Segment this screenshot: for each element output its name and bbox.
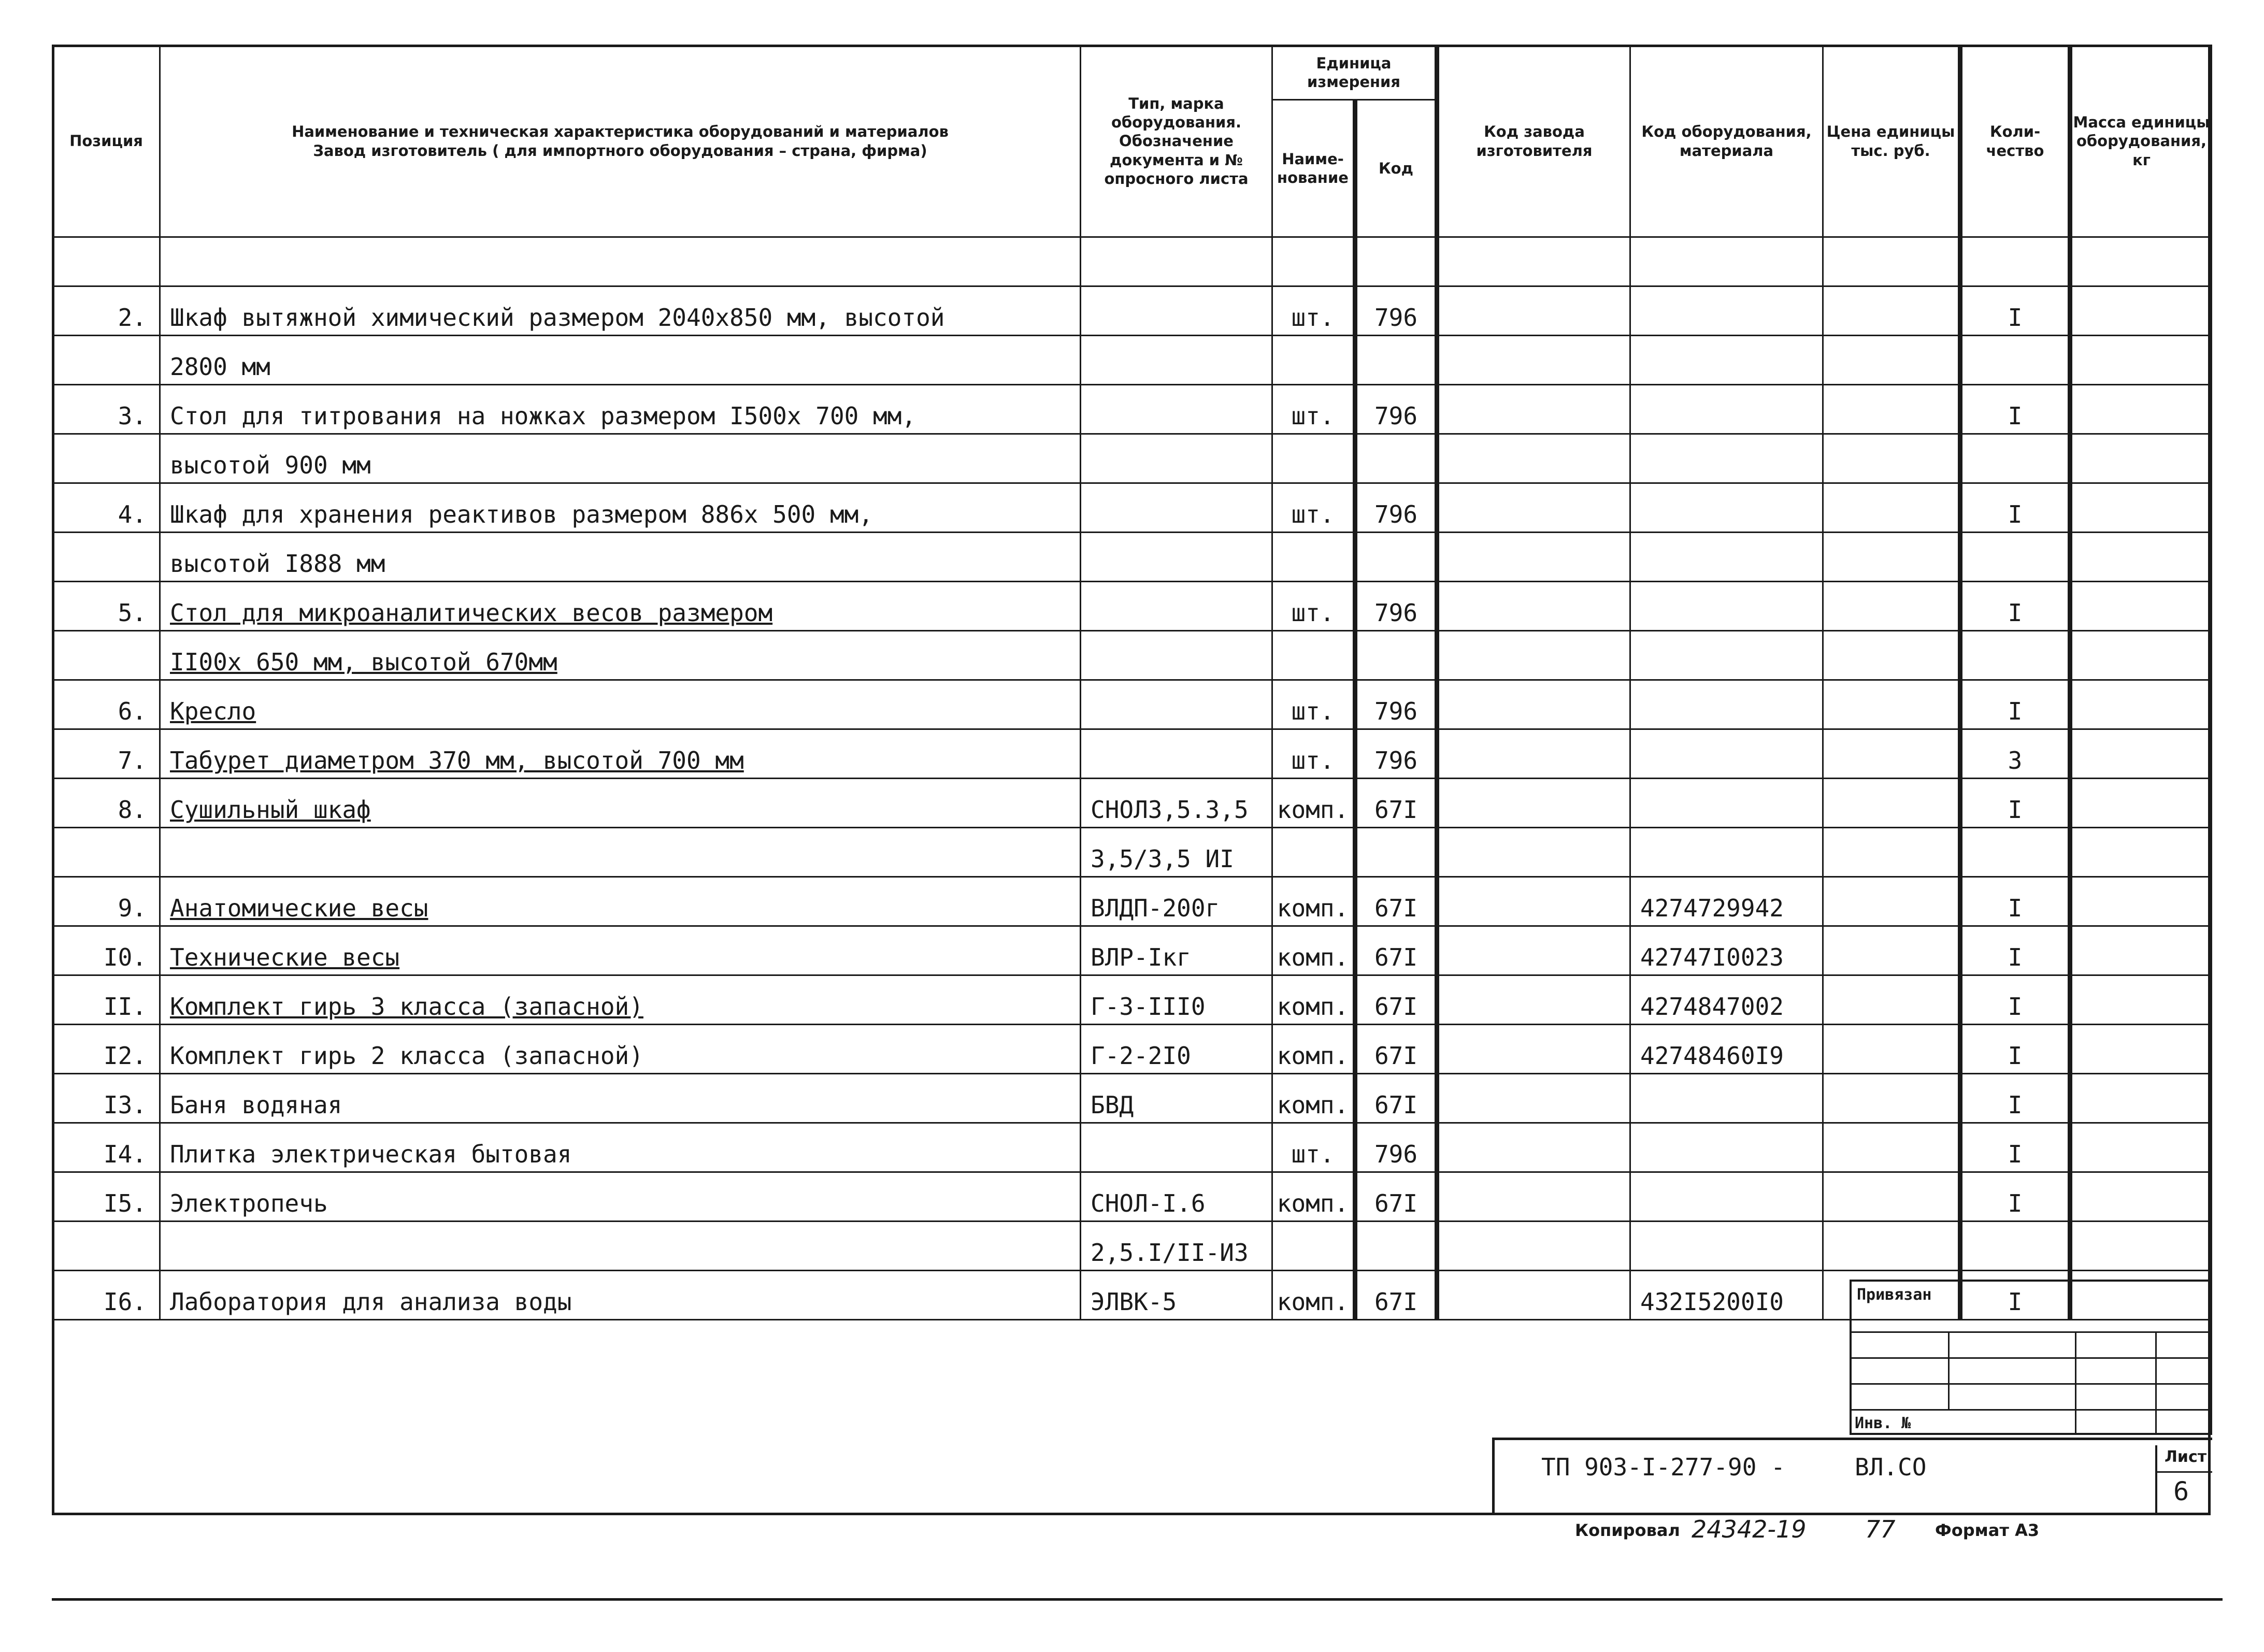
- row-code: 67I: [1355, 1074, 1437, 1123]
- table-row: [53, 828, 2212, 877]
- row-eqcode: [1630, 286, 1823, 336]
- row-name: Баня водяная: [160, 1074, 1081, 1123]
- row-eqcode: 42748460I9: [1630, 1025, 1823, 1074]
- stamp-divider: [2075, 1331, 2076, 1435]
- header-quantity: Коли-чество: [1960, 46, 2070, 237]
- row-type: [1081, 533, 1272, 582]
- row-type: Г-3-III0: [1081, 975, 1272, 1025]
- row-code: 796: [1355, 483, 1437, 533]
- row-eqcode: [1630, 336, 1823, 385]
- row-unit: шт.: [1272, 1123, 1355, 1172]
- row-code: [1355, 631, 1437, 680]
- row-code: 67I: [1355, 779, 1437, 828]
- row-type: [1081, 1123, 1272, 1172]
- row-name: Комплект гирь 3 класса (запасной): [160, 975, 1081, 1025]
- copy-number: 24342-19: [1692, 1515, 1807, 1543]
- header-name-line2: Завод изготовитель ( для импортного оборудования – страна, фирма): [313, 141, 927, 160]
- table-row: [53, 1172, 2212, 1222]
- row-qty: [1960, 533, 2070, 582]
- row-pos: [53, 1222, 160, 1271]
- row-type: [1081, 631, 1272, 680]
- row-unit: шт.: [1272, 286, 1355, 336]
- row-unit: шт.: [1272, 582, 1355, 631]
- row-code: 796: [1355, 286, 1437, 336]
- row-qty: I: [1960, 926, 2070, 975]
- copied-label: Копировал: [1575, 1520, 1680, 1540]
- row-code: [1355, 828, 1437, 877]
- row-pos: I5.: [53, 1172, 160, 1222]
- stamp-divider: [1850, 1331, 2212, 1333]
- row-name: Лаборатория для анализа воды: [160, 1271, 1081, 1320]
- row-eqcode: [1630, 582, 1823, 631]
- stamp-divider: [2155, 1331, 2157, 1435]
- row-qty: I: [1960, 286, 2070, 336]
- row-eqcode: 4274729942: [1630, 877, 1823, 926]
- row-name: Кресло: [160, 680, 1081, 729]
- row-code: 796: [1355, 680, 1437, 729]
- table-row: [53, 286, 2212, 336]
- row-code: [1355, 336, 1437, 385]
- row-eqcode: 4274847002: [1630, 975, 1823, 1025]
- row-qty: 3: [1960, 729, 2070, 779]
- table-row: [53, 385, 2212, 434]
- row-eqcode: [1630, 631, 1823, 680]
- table-row: [53, 483, 2212, 533]
- table-row: [53, 680, 2212, 729]
- stamp-divider: [1850, 1409, 2212, 1411]
- bottom-rule: [52, 1598, 2223, 1601]
- table-row: [53, 631, 2212, 680]
- row-eqcode: [1630, 680, 1823, 729]
- row-code: 67I: [1355, 1271, 1437, 1320]
- row-eqcode: [1630, 729, 1823, 779]
- row-code: 67I: [1355, 1172, 1437, 1222]
- table-row: [53, 582, 2212, 631]
- document-suffix: ВЛ.СО: [1855, 1453, 1927, 1481]
- row-eqcode: [1630, 1123, 1823, 1172]
- row-name: 2800 мм: [160, 336, 1081, 385]
- row-eqcode: [1630, 779, 1823, 828]
- header-factory-code: Код завода изготовителя: [1437, 46, 1630, 237]
- table-row: [53, 434, 2212, 483]
- row-code: [1355, 1222, 1437, 1271]
- row-eqcode: [1630, 1172, 1823, 1222]
- row-eqcode: [1630, 434, 1823, 483]
- row-pos: 9.: [53, 877, 160, 926]
- stamp-divider: [1850, 1383, 2212, 1385]
- header-name: [160, 46, 1081, 237]
- row-code: 67I: [1355, 1025, 1437, 1074]
- row-name: II00x 650 мм, высотой 670мм: [160, 631, 1081, 680]
- row-qty: I: [1960, 779, 2070, 828]
- row-type: 2,5.I/II-ИЗ: [1081, 1222, 1272, 1271]
- linked-label: Привязан: [1857, 1286, 1932, 1304]
- row-pos: I6.: [53, 1271, 160, 1320]
- row-eqcode: [1630, 1222, 1823, 1271]
- row-code: 67I: [1355, 877, 1437, 926]
- row-type: ВЛР-Iкг: [1081, 926, 1272, 975]
- row-qty: [1960, 434, 2070, 483]
- row-pos: [53, 533, 160, 582]
- row-qty: I: [1960, 582, 2070, 631]
- row-eqcode: 432I5200I0: [1630, 1271, 1823, 1320]
- row-qty: I: [1960, 1074, 2070, 1123]
- row-unit: комп.: [1272, 1025, 1355, 1074]
- row-code: 67I: [1355, 926, 1437, 975]
- row-qty: I: [1960, 1271, 2070, 1320]
- header-unit-name: Наиме-нование: [1272, 100, 1355, 237]
- row-unit: шт.: [1272, 483, 1355, 533]
- row-unit: шт.: [1272, 680, 1355, 729]
- row-qty: I: [1960, 1025, 2070, 1074]
- row-qty: [1960, 631, 2070, 680]
- row-pos: [53, 631, 160, 680]
- sheet-number: 6: [2173, 1476, 2189, 1506]
- row-code: 796: [1355, 385, 1437, 434]
- row-pos: [53, 828, 160, 877]
- row-unit: комп.: [1272, 877, 1355, 926]
- row-code: 796: [1355, 1123, 1437, 1172]
- sheet-label: Лист: [2165, 1448, 2207, 1466]
- row-unit: шт.: [1272, 385, 1355, 434]
- table-row: [53, 237, 2212, 286]
- row-unit: [1272, 1222, 1355, 1271]
- row-type: Г-2-2I0: [1081, 1025, 1272, 1074]
- header-type: Тип, марка оборудования. Обозначение документа и № опросного листа: [1081, 46, 1272, 237]
- row-pos: 2.: [53, 286, 160, 336]
- table-row: [53, 729, 2212, 779]
- row-eqcode: [1630, 385, 1823, 434]
- row-name: Анатомические весы: [160, 877, 1081, 926]
- row-unit: комп.: [1272, 779, 1355, 828]
- row-unit: [1272, 533, 1355, 582]
- table-row: [53, 926, 2212, 975]
- row-code: [1355, 434, 1437, 483]
- row-eqcode: 42747I0023: [1630, 926, 1823, 975]
- row-qty: I: [1960, 385, 2070, 434]
- row-type: [1081, 680, 1272, 729]
- format-label: Формат А3: [1935, 1520, 2040, 1540]
- row-pos: 4.: [53, 483, 160, 533]
- row-pos: I2.: [53, 1025, 160, 1074]
- row-qty: I: [1960, 975, 2070, 1025]
- table-row: [53, 975, 2212, 1025]
- row-unit: [1272, 631, 1355, 680]
- header-price: Цена единицы тыс. руб.: [1823, 46, 1960, 237]
- row-name: Табурет диаметром 370 мм, высотой 700 мм: [160, 729, 1081, 779]
- row-pos: I4.: [53, 1123, 160, 1172]
- row-qty: I: [1960, 483, 2070, 533]
- table-row: [53, 533, 2212, 582]
- row-type: 3,5/3,5 ИI: [1081, 828, 1272, 877]
- row-code: [1355, 533, 1437, 582]
- row-name: Стол для титрования на ножках размером I500x 700 мм,: [160, 385, 1081, 434]
- row-qty: I: [1960, 1123, 2070, 1172]
- row-pos: [53, 336, 160, 385]
- sheet-divider: [2155, 1471, 2212, 1473]
- row-name: Электропечь: [160, 1172, 1081, 1222]
- row-type: СНОЛ3,5.3,5: [1081, 779, 1272, 828]
- table-row: [53, 779, 2212, 828]
- row-pos: I0.: [53, 926, 160, 975]
- table-row: [53, 1025, 2212, 1074]
- row-type: ЭЛВК-5: [1081, 1271, 1272, 1320]
- row-name: высотой I888 мм: [160, 533, 1081, 582]
- row-name: Шкаф вытяжной химический размером 2040x850 мм, высотой: [160, 286, 1081, 336]
- row-type: ВЛДП-200г: [1081, 877, 1272, 926]
- row-pos: 6.: [53, 680, 160, 729]
- row-type: СНОЛ-I.6: [1081, 1172, 1272, 1222]
- row-unit: шт.: [1272, 729, 1355, 779]
- header-mass: Масса единицы оборудования, кг: [2070, 46, 2212, 237]
- table-row: [53, 1123, 2212, 1172]
- stamp-divider: [1948, 1331, 1950, 1409]
- row-eqcode: [1630, 828, 1823, 877]
- row-name: Сушильный шкаф: [160, 779, 1081, 828]
- row-unit: комп.: [1272, 1074, 1355, 1123]
- row-qty: I: [1960, 1172, 2070, 1222]
- row-name: высотой 900 мм: [160, 434, 1081, 483]
- row-unit: [1272, 434, 1355, 483]
- table-row: [53, 877, 2212, 926]
- header-name-line1: Наименование и техническая характеристика оборудований и материалов: [292, 123, 949, 141]
- row-name: [160, 828, 1081, 877]
- row-name: Стол для микроаналитических весов размером: [160, 582, 1081, 631]
- row-qty: [1960, 828, 2070, 877]
- row-name: [160, 1222, 1081, 1271]
- row-unit: [1272, 336, 1355, 385]
- row-name: Технические весы: [160, 926, 1081, 975]
- row-qty: [1960, 336, 2070, 385]
- row-eqcode: [1630, 1074, 1823, 1123]
- row-pos: II.: [53, 975, 160, 1025]
- table-row: [53, 1222, 2212, 1271]
- row-type: [1081, 385, 1272, 434]
- copy-extra: 77: [1865, 1515, 1896, 1543]
- header-equipment-code: Код оборудования, материала: [1630, 46, 1823, 237]
- row-name: Комплект гирь 2 класса (запасной): [160, 1025, 1081, 1074]
- row-unit: [1272, 828, 1355, 877]
- row-type: [1081, 336, 1272, 385]
- row-pos: 3.: [53, 385, 160, 434]
- row-unit: комп.: [1272, 975, 1355, 1025]
- row-type: [1081, 434, 1272, 483]
- row-qty: I: [1960, 680, 2070, 729]
- inventory-label: Инв. №: [1855, 1414, 1911, 1432]
- row-pos: I3.: [53, 1074, 160, 1123]
- row-type: [1081, 286, 1272, 336]
- row-type: БВД: [1081, 1074, 1272, 1123]
- row-pos: [53, 434, 160, 483]
- row-pos: 7.: [53, 729, 160, 779]
- row-code: 67I: [1355, 975, 1437, 1025]
- row-code: 796: [1355, 729, 1437, 779]
- stamp-divider: [1850, 1357, 2212, 1359]
- row-type: [1081, 582, 1272, 631]
- header-unit-code: Код: [1355, 100, 1437, 237]
- row-type: [1081, 483, 1272, 533]
- row-unit: комп.: [1272, 1271, 1355, 1320]
- row-qty: [1960, 1222, 2070, 1271]
- row-qty: I: [1960, 877, 2070, 926]
- document-code: ТП 903-I-277-90 -: [1541, 1453, 1785, 1481]
- row-name: Шкаф для хранения реактивов размером 886x 500 мм,: [160, 483, 1081, 533]
- header-unit-group: Единица измерения: [1272, 46, 1437, 100]
- row-name: Плитка электрическая бытовая: [160, 1123, 1081, 1172]
- row-type: [1081, 729, 1272, 779]
- row-unit: комп.: [1272, 926, 1355, 975]
- header-position: Позиция: [53, 46, 160, 237]
- table-row: [53, 1074, 2212, 1123]
- table-row: [53, 336, 2212, 385]
- equipment-spec-table: [52, 45, 2212, 1320]
- row-pos: 5.: [53, 582, 160, 631]
- row-code: 796: [1355, 582, 1437, 631]
- row-pos: 8.: [53, 779, 160, 828]
- row-eqcode: [1630, 483, 1823, 533]
- row-eqcode: [1630, 533, 1823, 582]
- row-unit: комп.: [1272, 1172, 1355, 1222]
